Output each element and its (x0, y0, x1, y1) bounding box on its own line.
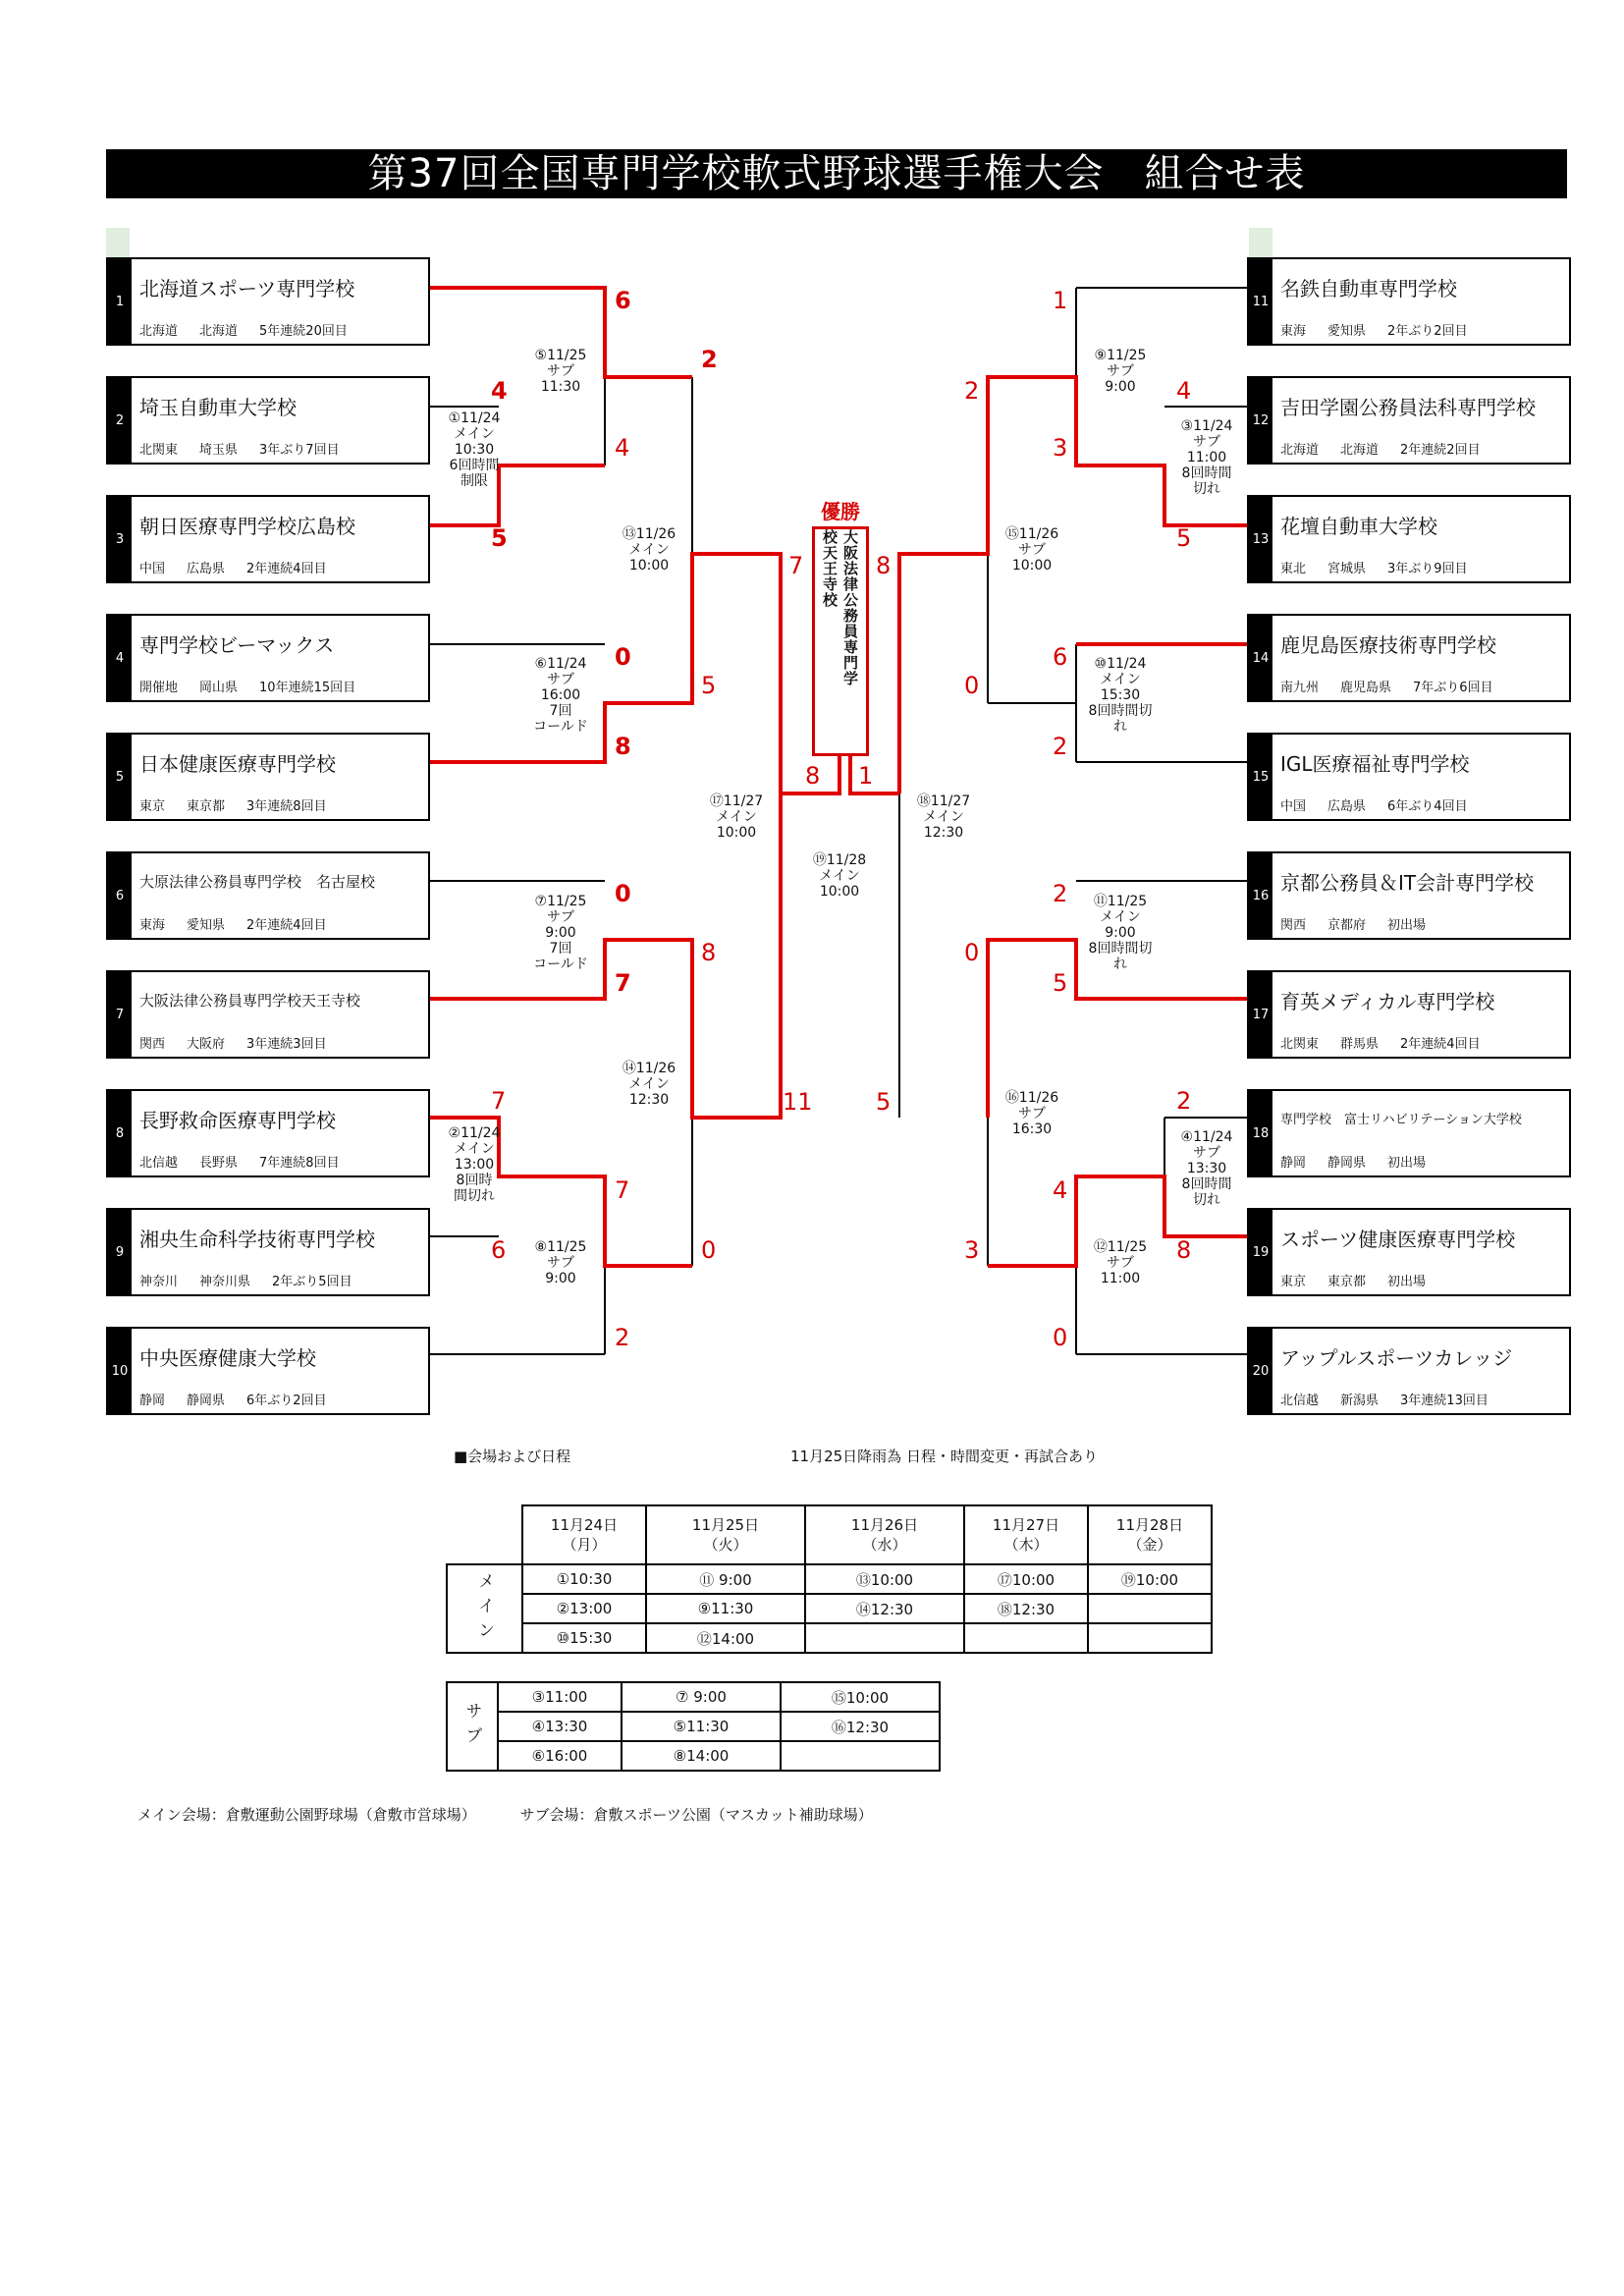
team-card-15 (1247, 733, 1571, 821)
team-name: 吉田学園公務員法科専門学校 (1280, 396, 1536, 419)
team-card-19 (1247, 1208, 1571, 1296)
team-name: スポーツ健康医療専門学校 (1280, 1228, 1516, 1251)
main-venue: メイン会場：倉敷運動公園野球場（倉敷市営球場） (137, 1806, 476, 1824)
team-card-3 (106, 495, 430, 583)
team-info: 静岡 静岡県 初出場 (1280, 1156, 1427, 1171)
score: 11 (783, 1088, 813, 1116)
team-name: 日本健康医療専門学校 (139, 752, 336, 776)
team-number: 15 (1249, 735, 1272, 819)
team-card-2 (106, 376, 430, 465)
team-number: 3 (108, 497, 132, 581)
score: 6 (1053, 643, 1068, 671)
team-card-10 (106, 1327, 430, 1415)
team-name: 北海道スポーツ専門学校 (139, 277, 355, 301)
champion-name-line-2: 校天王寺校 (821, 529, 839, 608)
team-number: 2 (108, 378, 132, 463)
score: 7 (615, 1176, 630, 1204)
bracket-lines-red (430, 288, 1247, 1266)
match-label-11: ⑪11/25 メイン 9:00 8回時間切 れ (1088, 894, 1153, 972)
champion-label: 優勝 (821, 500, 860, 523)
team-number: 19 (1249, 1210, 1272, 1294)
team-card-6 (106, 851, 430, 940)
team-card-1 (106, 257, 430, 346)
team-number: 1 (108, 259, 132, 344)
schedule-cell (1088, 1594, 1212, 1623)
team-name: 湘央生命科学技術専門学校 (139, 1228, 375, 1251)
score: 8 (1176, 1236, 1192, 1264)
team-number: 13 (1249, 497, 1272, 581)
score: 0 (964, 939, 980, 966)
schedule-cell: ⑯12:30 (781, 1712, 940, 1741)
schedule-cell (781, 1741, 940, 1771)
schedule-cell: ⑤11:30 (622, 1712, 781, 1741)
team-card-12 (1247, 376, 1571, 465)
score: 4 (1176, 377, 1192, 405)
day-header: 11月25日 （火） (646, 1505, 805, 1564)
schedule-cell: ①10:30 (522, 1564, 646, 1594)
team-name: 中央医療健康大学校 (139, 1346, 316, 1370)
score: 2 (615, 1324, 630, 1351)
team-info: 南九州 鹿児島県 7年ぶり6回目 (1280, 681, 1493, 695)
score: 2 (1053, 733, 1068, 760)
schedule-cell: ⑱12:30 (964, 1594, 1088, 1623)
team-card-9 (106, 1208, 430, 1296)
team-info: 神奈川 神奈川県 2年ぶり5回目 (139, 1275, 352, 1289)
team-name: 朝日医療専門学校広島校 (139, 515, 355, 538)
score: 0 (615, 880, 631, 907)
schedule-cell: ⑪ 9:00 (646, 1564, 805, 1594)
schedule-cell: ⑥16:00 (498, 1741, 622, 1771)
match-label-16: ⑯11/26 サブ 16:30 (1004, 1090, 1059, 1137)
score: 7 (491, 1087, 507, 1115)
score: 5 (701, 672, 717, 699)
team-number: 11 (1249, 259, 1272, 344)
team-card-20 (1247, 1327, 1571, 1415)
team-number: 14 (1249, 616, 1272, 700)
sub-schedule-table (446, 1681, 941, 1772)
score: 0 (701, 1236, 717, 1264)
team-card-17 (1247, 970, 1571, 1059)
team-info: 関西 京都府 初出場 (1280, 918, 1427, 933)
team-card-5 (106, 733, 430, 821)
schedule-cell: ⑨11:30 (646, 1594, 805, 1623)
score: 0 (615, 643, 631, 671)
team-number: 17 (1249, 972, 1272, 1057)
team-info: 東海 愛知県 2年ぶり2回目 (1280, 324, 1468, 339)
team-card-4 (106, 614, 430, 702)
team-info: 北海道 北海道 2年連続2回目 (1280, 443, 1481, 458)
score: 6 (615, 287, 631, 314)
team-info: 中国 広島県 6年ぶり4回目 (1280, 799, 1468, 814)
score: 2 (964, 377, 980, 405)
match-label-12: ⑫11/25 サブ 11:00 (1093, 1239, 1148, 1286)
team-card-7 (106, 970, 430, 1059)
score: 7 (788, 552, 804, 579)
schedule-cell: ⑮10:00 (781, 1682, 940, 1712)
team-card-13 (1247, 495, 1571, 583)
schedule-cell: ⑩15:30 (522, 1623, 646, 1653)
team-number: 5 (108, 735, 132, 819)
page-title: 第37回全国専門学校軟式野球選手権大会 組合せ表 (106, 149, 1567, 198)
score: 3 (964, 1236, 980, 1264)
score: 7 (615, 969, 631, 997)
schedule-cell: ③11:00 (498, 1682, 622, 1712)
champion-box (812, 496, 869, 756)
team-info: 北信越 新潟県 3年連続13回目 (1280, 1394, 1489, 1408)
match-label-9: ⑨11/25 サブ 9:00 (1094, 348, 1147, 395)
team-name: 大原法律公務員専門学校 名古屋校 (139, 873, 376, 891)
score: 2 (701, 346, 718, 373)
score: 2 (1053, 880, 1068, 907)
sub-venue-label: サブ (447, 1682, 498, 1771)
score: 8 (701, 939, 717, 966)
team-name: 長野救命医療専門学校 (139, 1109, 336, 1132)
score: 6 (491, 1236, 507, 1264)
team-info: 開催地 岡山県 10年連続15回目 (139, 681, 356, 695)
team-name: 京都公務員＆IT会計専門学校 (1280, 871, 1535, 895)
schedule-cell: ⑭12:30 (805, 1594, 964, 1623)
schedule-cell (805, 1623, 964, 1653)
schedule-cell: ⑫14:00 (646, 1623, 805, 1653)
team-number: 8 (108, 1091, 132, 1175)
team-name: 専門学校 富士リハビリテーション大学校 (1280, 1113, 1522, 1127)
team-info: 静岡 静岡県 6年ぶり2回目 (139, 1394, 327, 1408)
team-info: 北関東 埼玉県 3年ぶり7回目 (139, 443, 340, 458)
team-number: 7 (108, 972, 132, 1057)
team-info: 東北 宮城県 3年ぶり9回目 (1280, 562, 1468, 576)
match-label-3: ③11/24 サブ 11:00 8回時間 切れ (1180, 418, 1233, 497)
match-label-5: ⑤11/25 サブ 11:30 (534, 348, 587, 395)
team-info: 関西 大阪府 3年連続3回目 (139, 1037, 327, 1052)
team-number: 18 (1249, 1091, 1272, 1175)
match-label-1: ①11/24 メイン 10:30 6回時間 制限 (448, 410, 501, 489)
score: 0 (964, 672, 980, 699)
score: 0 (1053, 1324, 1068, 1351)
schedule-title: ■会場および日程 (454, 1448, 571, 1465)
team-card-18 (1247, 1089, 1571, 1177)
match-label-14: ⑭11/26 メイン 12:30 (622, 1061, 677, 1108)
match-label-17: ⑰11/27 メイン 10:00 (709, 793, 764, 841)
match-label-4: ④11/24 サブ 13:30 8回時間 切れ (1180, 1129, 1233, 1208)
team-card-8 (106, 1089, 430, 1177)
day-header: 11月27日 （木） (964, 1505, 1088, 1564)
schedule-cell (1088, 1623, 1212, 1653)
team-name: 育英メディカル専門学校 (1280, 990, 1495, 1013)
schedule-cell: ⑦ 9:00 (622, 1682, 781, 1712)
team-name: 専門学校ビーマックス (139, 633, 335, 657)
team-info: 東海 愛知県 2年連続4回目 (139, 918, 327, 933)
team-name: 埼玉自動車大学校 (139, 396, 297, 419)
score: 8 (615, 733, 631, 760)
match-label-19: ⑲11/28 メイン 10:00 (812, 852, 867, 900)
schedule-cell (964, 1623, 1088, 1653)
team-name: IGL医療福祉専門学校 (1280, 752, 1470, 776)
main-schedule-table (446, 1504, 1213, 1654)
schedule-note: 11月25日降雨為 日程・時間変更・再試合あり (790, 1448, 1098, 1465)
score: 1 (1053, 287, 1068, 314)
match-label-6: ⑥11/24 サブ 16:00 7回 コールド (533, 656, 588, 735)
team-number: 9 (108, 1210, 132, 1294)
team-card-16 (1247, 851, 1571, 940)
score: 1 (858, 762, 874, 790)
team-number: 4 (108, 616, 132, 700)
match-label-13: ⑬11/26 メイン 10:00 (622, 526, 677, 574)
team-info: 東京 東京都 3年連続8回目 (139, 799, 327, 814)
team-info: 中国 広島県 2年連続4回目 (139, 562, 327, 576)
team-info: 北海道 北海道 5年連続20回目 (139, 324, 348, 339)
score: 5 (876, 1088, 892, 1116)
match-label-8: ⑧11/25 サブ 9:00 (534, 1239, 587, 1286)
team-card-11 (1247, 257, 1571, 346)
team-number: 16 (1249, 853, 1272, 938)
schedule-cell: ⑬10:00 (805, 1564, 964, 1594)
team-name: アップルスポーツカレッジ (1280, 1346, 1513, 1370)
score: 5 (1176, 524, 1192, 552)
sub-venue: サブ会場：倉敷スポーツ公園（マスカット補助球場） (519, 1806, 873, 1824)
score: 5 (491, 524, 508, 552)
match-label-10: ⑩11/24 メイン 15:30 8回時間切 れ (1088, 656, 1153, 735)
team-name: 鹿児島医療技術専門学校 (1280, 633, 1496, 657)
team-info: 東京 東京都 初出場 (1280, 1275, 1427, 1289)
corner-cell (447, 1505, 522, 1564)
score: 2 (1176, 1087, 1192, 1115)
score: 4 (1053, 1176, 1068, 1204)
team-info: 北関東 群馬県 2年連続4回目 (1280, 1037, 1481, 1052)
champion-name-line-1: 大阪法律公務員専門学 (841, 529, 859, 686)
day-header: 11月28日 （金） (1088, 1505, 1212, 1564)
team-name: 花壇自動車大学校 (1280, 515, 1437, 538)
day-header: 11月26日 （水） (805, 1505, 964, 1564)
schedule-cell: ②13:00 (522, 1594, 646, 1623)
score: 4 (615, 434, 630, 462)
day-header: 11月24日 （月） (522, 1505, 646, 1564)
team-number: 6 (108, 853, 132, 938)
schedule-cell: ④13:30 (498, 1712, 622, 1741)
match-label-18: ⑱11/27 メイン 12:30 (916, 793, 971, 841)
match-label-2: ②11/24 メイン 13:00 8回時 間切れ (448, 1125, 501, 1204)
team-card-14 (1247, 614, 1571, 702)
match-label-7: ⑦11/25 サブ 9:00 7回 コールド (533, 894, 588, 972)
bracket-lines-black (430, 288, 1247, 1354)
main-venue-label: メイン (447, 1564, 522, 1653)
match-label-15: ⑮11/26 サブ 10:00 (1004, 526, 1059, 574)
team-name: 大阪法律公務員専門学校天王寺校 (139, 992, 361, 1010)
schedule-cell: ⑰10:00 (964, 1564, 1088, 1594)
schedule-cell: ⑲10:00 (1088, 1564, 1212, 1594)
score: 8 (876, 552, 892, 579)
champion-name (812, 526, 869, 756)
score: 5 (1053, 969, 1068, 997)
score: 8 (805, 762, 821, 790)
team-number: 20 (1249, 1329, 1272, 1413)
team-info: 北信越 長野県 7年連続8回目 (139, 1156, 340, 1171)
team-number: 12 (1249, 378, 1272, 463)
score: 4 (491, 377, 508, 405)
schedule-cell: ⑧14:00 (622, 1741, 781, 1771)
score: 3 (1053, 434, 1068, 462)
team-number: 10 (108, 1329, 132, 1413)
venue-info (137, 1804, 912, 1825)
team-name: 名鉄自動車専門学校 (1280, 277, 1457, 301)
